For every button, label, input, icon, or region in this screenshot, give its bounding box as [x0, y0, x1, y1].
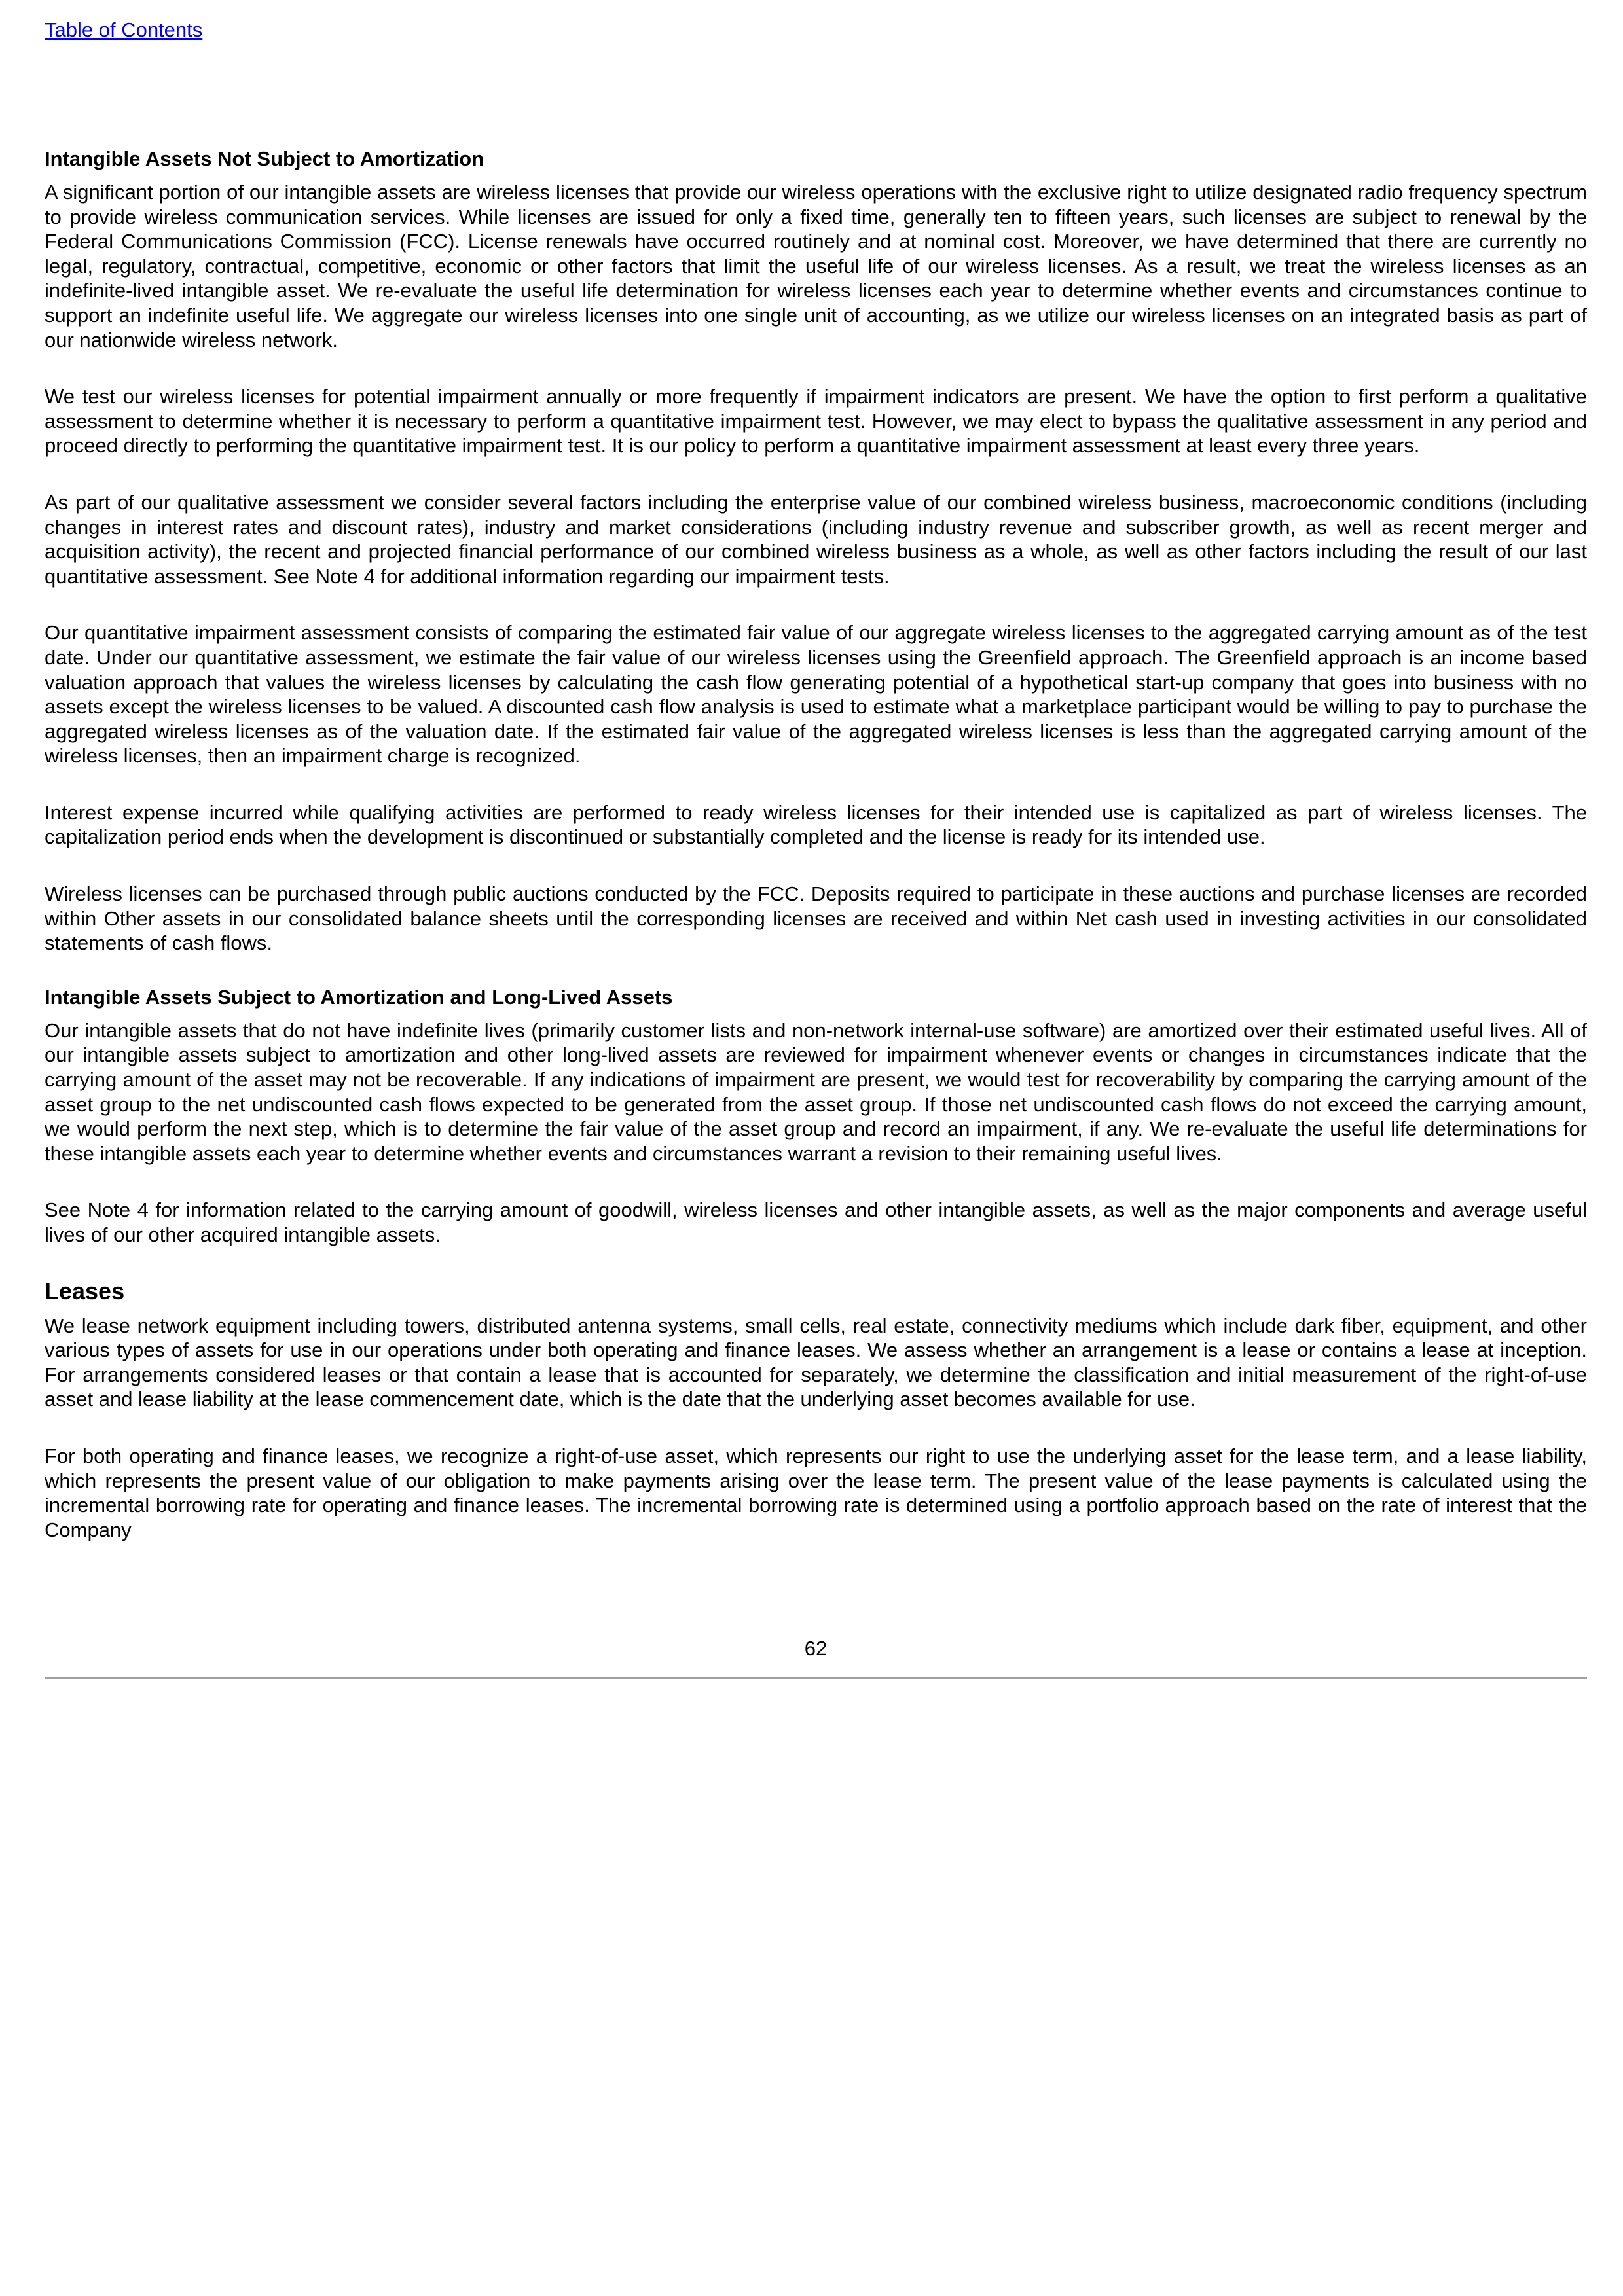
paragraph: Interest expense incurred while qualifying activities are performed to ready wireless licenses for their intended use is capitalized as part of wireless licenses. The capitalization period ends when the development is discontinued or substantially completed and the license is ready for its intended use.: [45, 800, 1587, 849]
paragraph: We lease network equipment including towers, distributed antenna systems, small cells, real estate, connectivity mediums which include dark fiber, equipment, and other various types of assets for use in our operations under both operating and finance leases. We assess whether an arrangement is a lease or contains a lease at inception. For arrangements considered leases or that contain a lease that is accounted for separately, we determine the classification and initial measurement of the right-of-use asset and lease liability at the lease commencement date, which is the date that the underlying asset becomes available for use.: [45, 1314, 1587, 1411]
heading-intangible-not-amortized: Intangible Assets Not Subject to Amortization: [45, 147, 484, 170]
paragraph: We test our wireless licenses for potential impairment annually or more frequently if impairment indicators are present. We have the option to first perform a qualitative assessment to determine whether it is necessary to perform a quantitative impairment test. However, we may elect to bypass the qualitative assessment in any period and proceed directly to performing the quantitative impairment test. It is our policy to perform a quantitative impairment assessment at least every three years.: [45, 385, 1587, 457]
footer-divider: [45, 1677, 1587, 1679]
table-of-contents-link[interactable]: Table of Contents: [45, 18, 203, 41]
paragraph: Our intangible assets that do not have indefinite lives (primarily customer lists and non-network internal-use software) are amortized over their estimated useful lives. All of our intangible assets subject to amortization and other long-lived assets are reviewed for impairment whenever events or changes in circumstances indicate that the carrying amount of the asset may not be recoverable. If any indications of impairment are present, we would test for recoverability by comparing the carrying amount of the asset group to the net undiscounted cash flows expected to be generated from the asset group. If those net undiscounted cash flows do not exceed the carrying amount, we would perform the next step, which is to determine the fair value of the asset group and record an impairment, if any. We re-evaluate the useful life determinations for these intangible assets each year to determine whether events and circumstances warrant a revision to their remaining useful lives.: [45, 1018, 1587, 1165]
heading-intangible-amortized: Intangible Assets Subject to Amortization and Long-Lived Assets: [45, 985, 673, 1009]
paragraph: For both operating and finance leases, we recognize a right-of-use asset, which represents our right to use the underlying asset for the lease term, and a lease liability, which represents the present value of our obligation to make payments arising over the lease term. The present value of the lease payments is calculated using the incremental borrowing rate for operating and finance leases. The incremental borrowing rate is determined using a portfolio approach based on the rate of interest that the Company: [45, 1444, 1587, 1541]
heading-leases: Leases: [45, 1277, 125, 1304]
paragraph: A significant portion of our intangible assets are wireless licenses that provide our wireless operations with the exclusive right to utilize designated radio frequency spectrum to provide wireless communication services. While licenses are issued for only a fixed time, generally ten to fifteen years, such licenses are subject to renewal by the Federal Communications Commission (FCC). License renewals have occurred routinely and at nominal cost. Moreover, we have determined that there are currently no legal, regulatory, contractual, competitive, economic or other factors that limit the useful life of our wireless licenses. As a result, we treat the wireless licenses as an indefinite-lived intangible asset. We re-evaluate the useful life determination for wireless licenses each year to determine whether events and circumstances continue to support an indefinite useful life. We aggregate our wireless licenses into one single unit of accounting, as we utilize our wireless licenses on an integrated basis as part of our nationwide wireless network.: [45, 181, 1587, 351]
page-number: 62: [804, 1637, 828, 1660]
paragraph: See Note 4 for information related to the carrying amount of goodwill, wireless licenses and other intangible assets, as well as the major components and average useful lives of our other acquired intangible assets.: [45, 1198, 1587, 1246]
paragraph: As part of our qualitative assessment we consider several factors including the enterprise value of our combined wireless business, macroeconomic conditions (including changes in interest rates and discount rates), industry and market considerations (including industry revenue and subscriber growth, as well as recent merger and acquisition activity), the recent and projected financial performance of our combined wireless business as a whole, as well as other factors including the result of our last quantitative assessment. See Note 4 for additional information regarding our impairment tests.: [45, 490, 1587, 588]
paragraph: Our quantitative impairment assessment consists of comparing the estimated fair value of our aggregate wireless licenses to the aggregated carrying amount as of the test date. Under our quantitative assessment, we estimate the fair value of our wireless licenses using the Greenfield approach. The Greenfield approach is an income based valuation approach that values the wireless licenses by calculating the cash flow generating potential of a hypothetical start-up company that goes into business with no assets except the wireless licenses to be valued. A discounted cash flow analysis is used to estimate what a marketplace participant would be willing to pay to purchase the aggregated wireless licenses as of the valuation date. If the estimated fair value of the aggregated wireless licenses is less than the aggregated carrying amount of the wireless licenses, then an impairment charge is recognized.: [45, 621, 1587, 768]
document-body: [45, 147, 1587, 1574]
paragraph: Wireless licenses can be purchased through public auctions conducted by the FCC. Deposits required to participate in these auctions and purchase licenses are recorded within Other assets in our consolidated balance sheets until the corresponding licenses are received and within Net cash used in investing activities in our consolidated statements of cash flows.: [45, 882, 1587, 955]
